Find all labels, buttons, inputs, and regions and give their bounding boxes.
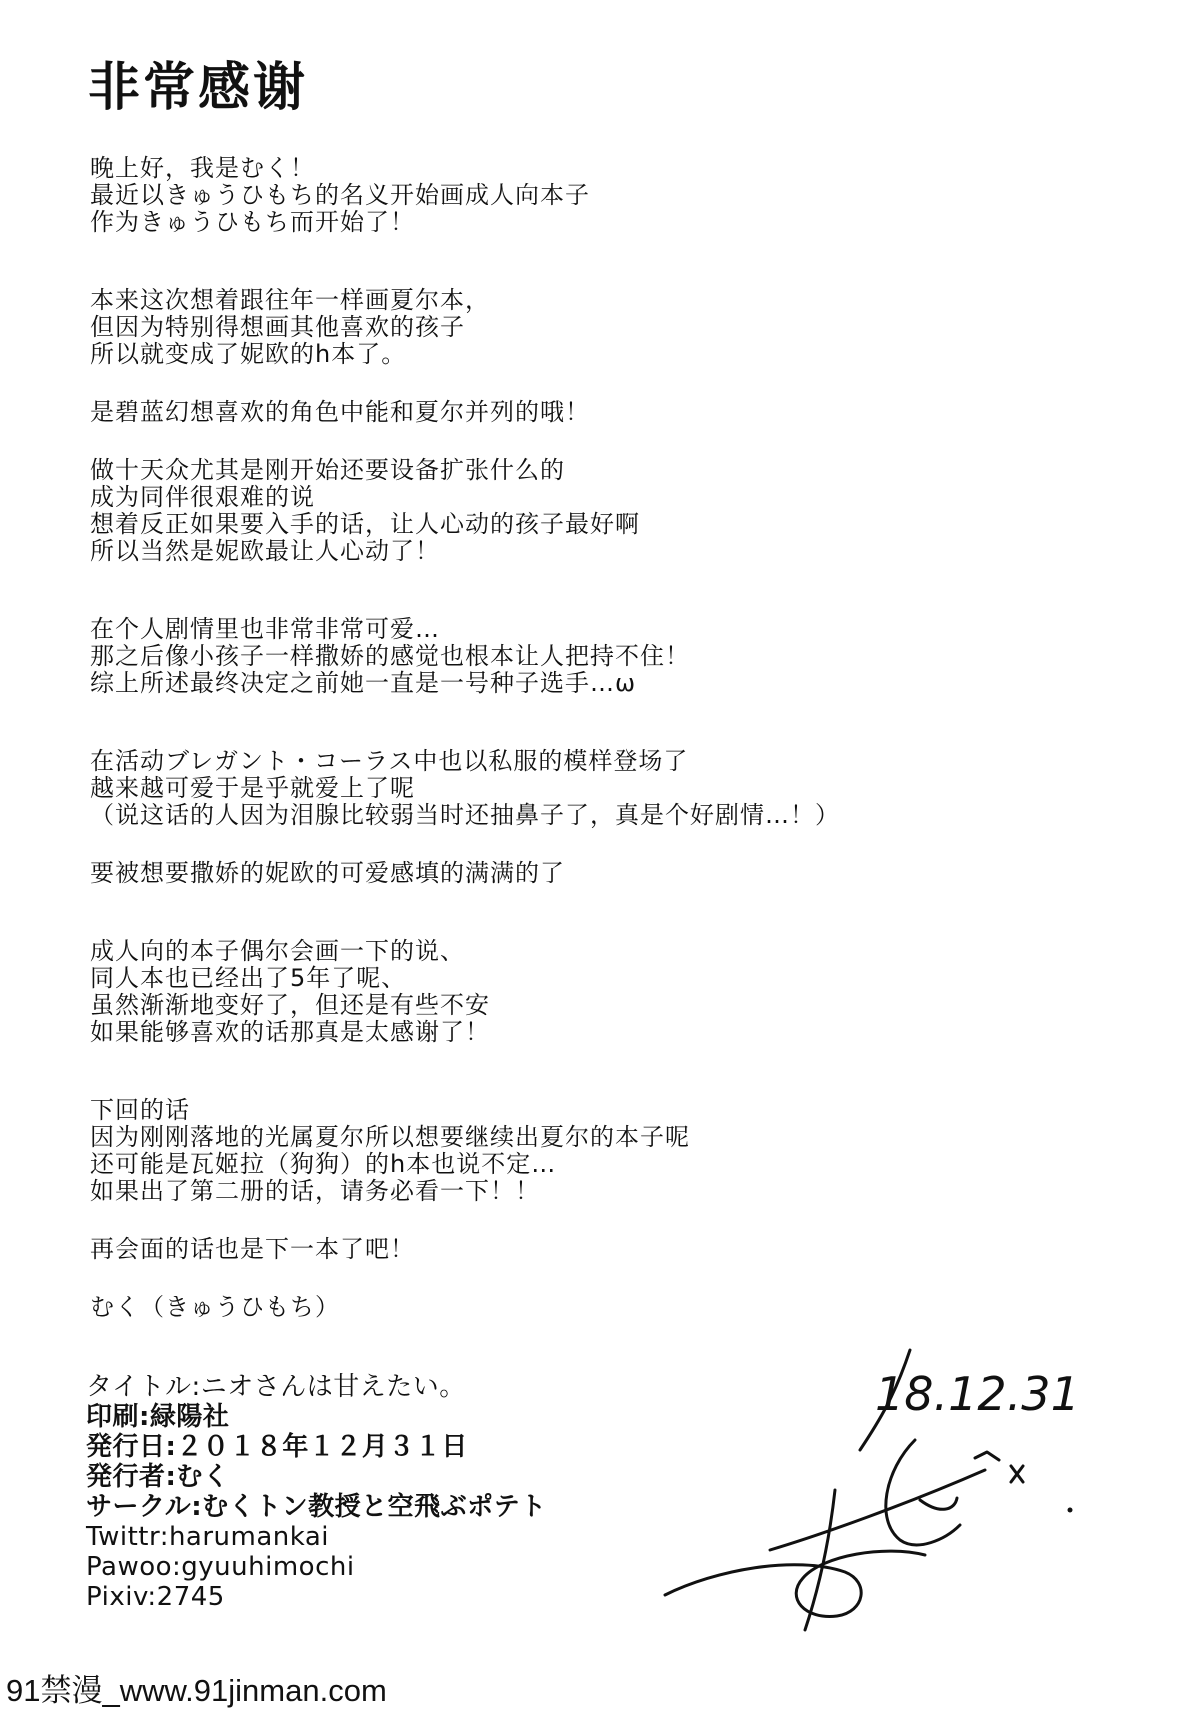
paragraph-cute — [90, 860, 990, 887]
colophon-title: タイトル:ニオさんは甘えたい。 — [86, 1372, 466, 1402]
colophon-printer: 印刷:緑陽社 — [86, 1402, 230, 1432]
paragraph-experience — [90, 938, 990, 1046]
colophon-twitter: Twittr:harumankai — [86, 1522, 330, 1552]
text-line: 要被想要撒娇的妮欧的可爱感填的满满的了 — [90, 859, 565, 887]
author-signoff — [90, 1294, 990, 1321]
text-line: 综上所述最终决定之前她一直是一号种子选手…ω — [90, 669, 637, 697]
text-line: 如果出了第二册的话，请务必看一下！！ — [90, 1177, 540, 1205]
text-line: 最近以きゅうひもち的名义开始画成人向本子 — [90, 181, 590, 209]
text-line: 成为同伴很艰难的说 — [90, 483, 315, 511]
colophon-pawoo: Pawoo:gyuuhimochi — [86, 1552, 355, 1582]
text-line: 本来这次想着跟往年一样画夏尔本， — [90, 286, 490, 314]
watermark-text: 91禁漫_www.91jinman.com — [6, 1673, 387, 1708]
paragraph-recruit — [90, 457, 990, 565]
paragraph-farewell — [90, 1236, 990, 1263]
paragraph-next-time — [90, 1097, 990, 1205]
text-line: 那之后像小孩子一样撒娇的感觉也根本让人把持不住！ — [90, 642, 690, 670]
text-line: 是碧蓝幻想喜欢的角色中能和夏尔并列的哦！ — [90, 398, 590, 426]
text-line: 所以就变成了妮欧的h本了。 — [90, 340, 407, 368]
text-line: むく（きゅうひもち） — [90, 1293, 340, 1321]
paragraph-story — [90, 616, 990, 697]
signature-date: 18.12.31 — [875, 1367, 1080, 1421]
text-line: 虽然渐渐地变好了，但还是有些不安 — [90, 991, 490, 1019]
colophon-pixiv: Pixiv:2745 — [86, 1582, 225, 1612]
text-line: 同人本也已经出了5年了呢、 — [90, 964, 407, 992]
text-line: 越来越可爱于是乎就爱上了呢 — [90, 774, 415, 802]
paragraph-event — [90, 748, 990, 829]
text-line: 作为きゅうひもち而开始了！ — [90, 208, 415, 236]
text-line: 成人向的本子偶尔会画一下的说、 — [90, 937, 465, 965]
text-line: 在个人剧情里也非常非常可爱… — [90, 615, 440, 643]
afterword-body — [90, 155, 990, 1321]
page-title: 非常感谢 — [88, 58, 309, 118]
text-line: 所以当然是妮欧最让人心动了！ — [90, 537, 440, 565]
text-line: 再会面的话也是下一本了吧！ — [90, 1235, 415, 1263]
colophon-date: 発行日:２０１８年１２月３１日 — [86, 1432, 468, 1462]
paragraph-favorite — [90, 399, 990, 426]
text-line: 下回的话 — [90, 1096, 190, 1124]
colophon — [86, 1372, 646, 1612]
text-line: 但因为特别得想画其他喜欢的孩子 — [90, 313, 465, 341]
text-line: 想着反正如果要入手的话，让人心动的孩子最好啊 — [90, 510, 640, 538]
text-line: 如果能够喜欢的话那真是太感谢了！ — [90, 1018, 490, 1046]
text-line: 晚上好，我是むく！ — [90, 154, 315, 182]
text-line: 做十天众尤其是刚开始还要设备扩张什么的 — [90, 456, 565, 484]
text-line: 在活动ブレガント・コーラス中也以私服的模样登场了 — [90, 747, 689, 775]
colophon-publisher: 発行者:むく — [86, 1462, 230, 1492]
colophon-circle: サークル:むくトン教授と空飛ぶポテト — [86, 1492, 547, 1522]
paragraph-greeting — [90, 155, 990, 236]
text-line: 还可能是瓦姬拉（狗狗）的h本也说不定… — [90, 1150, 557, 1178]
handwritten-signature — [655, 1340, 1125, 1640]
site-watermark — [0, 1660, 1200, 1723]
paragraph-intro — [90, 287, 990, 368]
text-line: 因为刚刚落地的光属夏尔所以想要继续出夏尔的本子呢 — [90, 1123, 690, 1151]
text-line: （说这话的人因为泪腺比较弱当时还抽鼻子了，真是个好剧情…！） — [90, 801, 840, 829]
